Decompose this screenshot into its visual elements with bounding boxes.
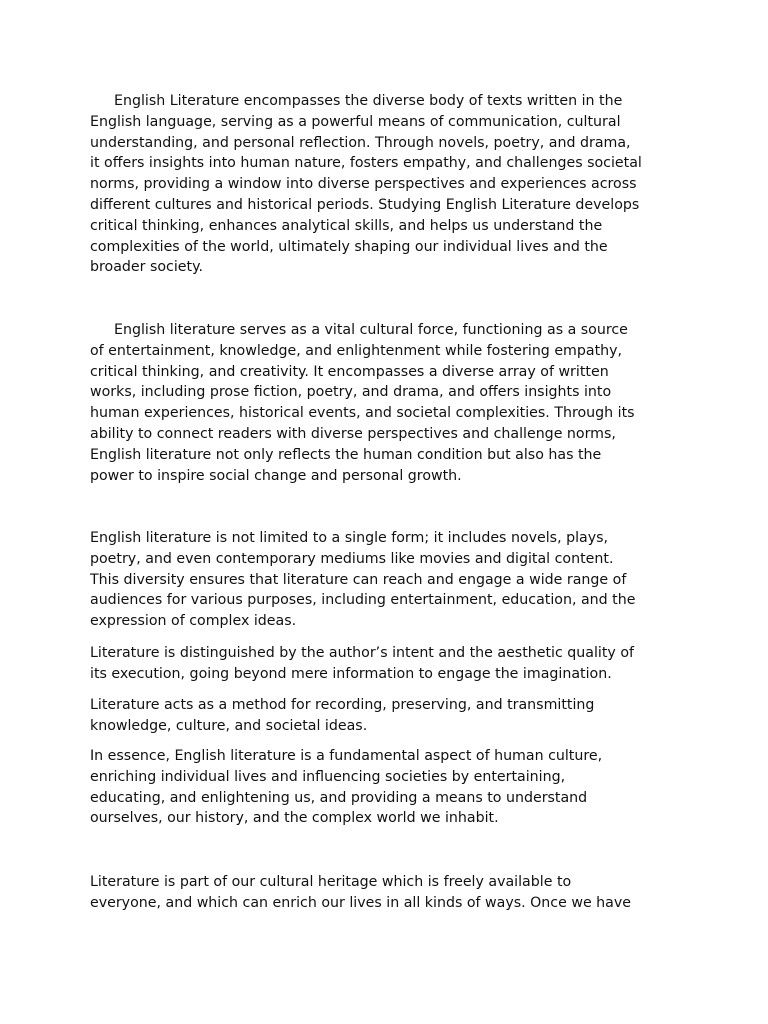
- paragraph-1: English Literature encompasses the diverse body of texts written in the English language, serving as a powerful means of communication, cultural understanding, and personal reflection. Through novels, poetry, and drama, it offers insights into human nature, fosters empathy, and challenges societal norms, providing a window into diverse perspectives and experiences across different cultures and historical periods. Studying English Literature develops critical thinking, enhances analytical skills, and helps us understand the complexities of the world, ultimately shaping our individual lives and the broader society.: [90, 93, 642, 276]
- paragraph-5: Literature acts as a method for recording, preserving, and transmitting knowledge, culture, and societal ideas.: [90, 697, 595, 734]
- paragraph-4: Literature is distinguished by the author’s intent and the aesthetic quality of its execution, going beyond mere information to engage the imagination.: [90, 645, 635, 682]
- paragraph-6: In essence, English literature is a fundamental aspect of human culture, enriching individual lives and influencing societies by entertaining, educating, and enlightening us, and providing a means to understand ourselves, our history, and the complex world we inhabit.: [90, 748, 603, 827]
- paragraph-7: Literature is part of our cultural heritage which is freely available to everyone, and which can enrich our lives in all kinds of ways. Once we have: [90, 874, 631, 911]
- paragraph-3: English literature is not limited to a single form; it includes novels, plays, poetry, and even contemporary mediums like movies and digital content. This diversity ensures that literature can reach and engage a wide range of audiences for various purposes, including entertainment, education, and the expression of complex ideas.: [90, 530, 636, 630]
- paragraph-2: English literature serves as a vital cultural force, functioning as a source of entertainment, knowledge, and enlightenment while fostering empathy, critical thinking, and creativity. It encompasses a diverse array of written works, including prose fiction, poetry, and drama, and offers insights into human experiences, historical events, and societal complexities. Through its ability to connect readers with diverse perspectives and challenge norms, English literature not only reflects the human condition but also has the power to inspire social change and personal growth.: [90, 322, 635, 484]
